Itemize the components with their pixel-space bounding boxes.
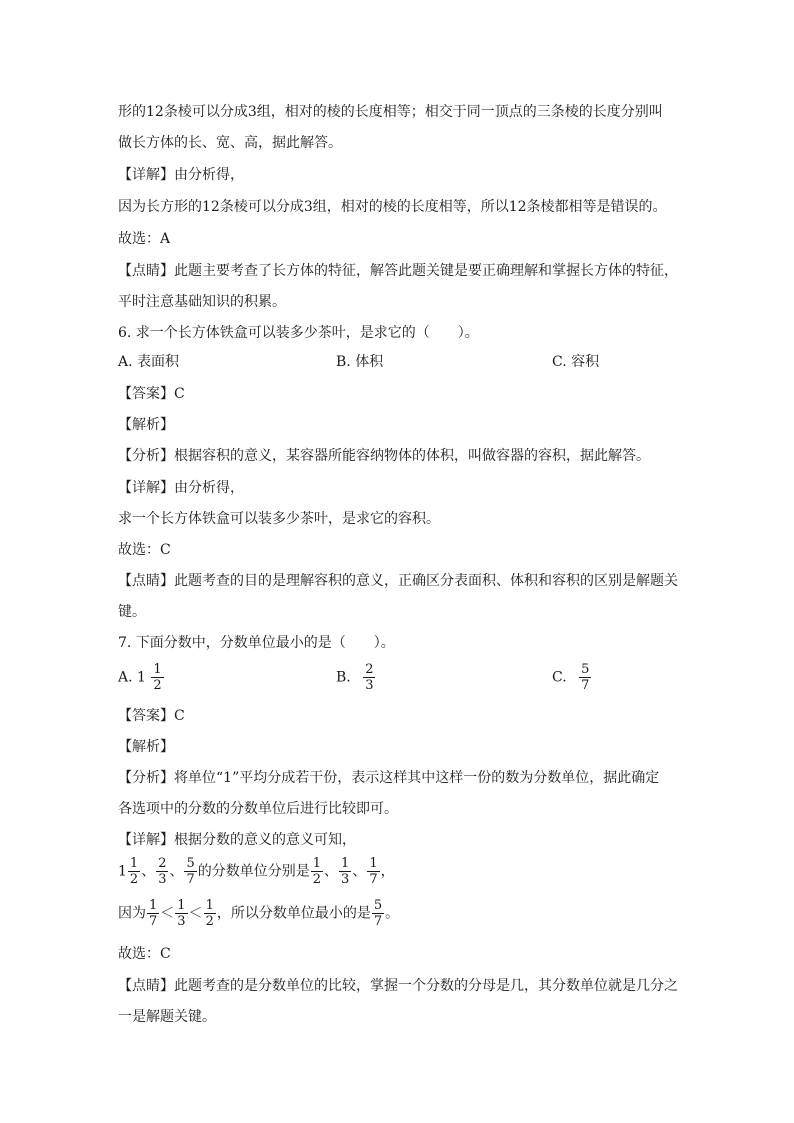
fraction — [339, 856, 351, 887]
comment-line: 键。 — [118, 604, 146, 620]
denominator: 2 — [129, 872, 139, 887]
numerator: 1 — [129, 856, 139, 871]
fraction — [151, 662, 163, 693]
less-than-sign: ＜ — [188, 905, 203, 922]
answer-line: 【答案】C — [118, 386, 185, 402]
analysis-head: 【解析】 — [118, 417, 174, 433]
option-a: A. 表面积 — [118, 354, 180, 370]
text-line: 做长方体的长、宽、高，据此解答。 — [118, 135, 342, 151]
equation-text: ， — [380, 863, 395, 880]
comment-line: 【点睛】此题主要考查了长方体的特征，解答此题关键是要正确理解和掌握长方体的特征， — [118, 263, 678, 279]
fraction — [175, 898, 187, 929]
fraction — [372, 898, 384, 929]
equation-text: ，所以分数单位最小的是 — [216, 905, 371, 922]
equation-line — [118, 856, 395, 887]
detail-label: 【详解】根据分数的意义的意义可知， — [118, 832, 356, 848]
answer-line: 【答案】C — [118, 708, 185, 724]
detail-label: 【详解】由分析得， — [118, 480, 244, 496]
fraction — [184, 856, 196, 887]
text-line: 形的12条棱可以分成3组，相对的棱的长度相等；相交于同一顶点的三条棱的长度分别叫 — [118, 104, 663, 120]
question-7: 7. 下面分数中，分数单位最小的是（ ）。 — [118, 635, 395, 651]
equation-text: 的分数单位分别是 — [197, 863, 310, 880]
choice-line: 故选：A — [118, 231, 171, 247]
numerator: 2 — [365, 662, 374, 677]
comment-line: 平时注意基础知识的积累。 — [118, 294, 286, 310]
denominator: 7 — [581, 678, 590, 693]
analysis-line: 【分析】将单位“1”平均分成若干份，表示这样其中这样一份的数为分数单位，据此确定 — [118, 770, 660, 786]
option-b — [336, 662, 376, 693]
fraction — [147, 898, 159, 929]
equation-text: 因为 — [118, 905, 146, 922]
numerator: 1 — [341, 856, 350, 871]
option-c — [552, 662, 592, 693]
numerator: 5 — [186, 856, 195, 871]
fraction — [579, 662, 591, 693]
fraction — [311, 856, 323, 887]
denominator: 7 — [373, 914, 383, 929]
fraction — [128, 856, 140, 887]
numerator: 2 — [158, 856, 167, 871]
numerator: 5 — [581, 662, 590, 677]
option-label: B. — [336, 669, 351, 686]
equation-line — [118, 898, 399, 929]
fraction — [363, 662, 375, 693]
detail-label: 【详解】由分析得， — [118, 167, 244, 183]
fraction — [367, 856, 379, 887]
denominator: 7 — [186, 872, 195, 887]
whole-number: 1 — [118, 863, 127, 880]
question-6: 6. 求一个长方体铁盒可以装多少茶叶，是求它的（ ）。 — [118, 325, 479, 341]
numerator: 1 — [369, 856, 378, 871]
fraction — [156, 856, 168, 887]
analysis-line: 【分析】根据容积的意义，某容器所能容纳物体的体积，叫做容器的容积，据此解答。 — [118, 448, 650, 464]
option-label: A. 1 — [118, 669, 146, 686]
separator: 、 — [141, 863, 156, 880]
analysis-head: 【解析】 — [118, 739, 174, 755]
numerator: 1 — [153, 662, 162, 677]
numerator: 1 — [177, 898, 186, 913]
option-b: B. 体积 — [336, 354, 384, 370]
denominator: 3 — [365, 678, 374, 693]
denominator: 2 — [153, 678, 162, 693]
numerator: 5 — [373, 898, 383, 913]
comment-line: 一是解题关键。 — [118, 1009, 216, 1025]
denominator: 3 — [341, 872, 350, 887]
denominator: 2 — [205, 914, 214, 929]
denominator: 7 — [369, 872, 378, 887]
denominator: 3 — [158, 872, 167, 887]
separator: 、 — [352, 863, 367, 880]
comment-line: 【点睛】此题考查的是分数单位的比较，掌握一个分数的分母是几，其分数单位就是几分之 — [118, 978, 678, 994]
option-c: C. 容积 — [552, 354, 600, 370]
option-a — [118, 662, 165, 693]
text-line: 求一个长方体铁盒可以装多少茶叶，是求它的容积。 — [118, 511, 440, 527]
equation-text: 。 — [385, 905, 400, 922]
analysis-line: 各选项中的分数的分数单位后进行比较即可。 — [118, 801, 398, 817]
option-label: C. — [552, 669, 567, 686]
fraction — [204, 898, 216, 929]
denominator: 3 — [177, 914, 186, 929]
numerator: 1 — [312, 856, 322, 871]
choice-line: 故选：C — [118, 542, 171, 558]
choice-line: 故选：C — [118, 946, 171, 962]
numerator: 1 — [205, 898, 214, 913]
text-line: 因为长方形的12条棱可以分成3组，相对的棱的长度相等，所以12条棱都相等是错误的。 — [118, 199, 667, 215]
numerator: 1 — [149, 898, 158, 913]
denominator: 7 — [149, 914, 158, 929]
denominator: 2 — [312, 872, 322, 887]
comment-line: 【点睛】此题考查的目的是理解容积的意义，正确区分表面积、体积和容积的区别是解题关 — [118, 573, 678, 589]
separator: 、 — [169, 863, 184, 880]
less-than-sign: ＜ — [160, 905, 175, 922]
separator: 、 — [324, 863, 339, 880]
